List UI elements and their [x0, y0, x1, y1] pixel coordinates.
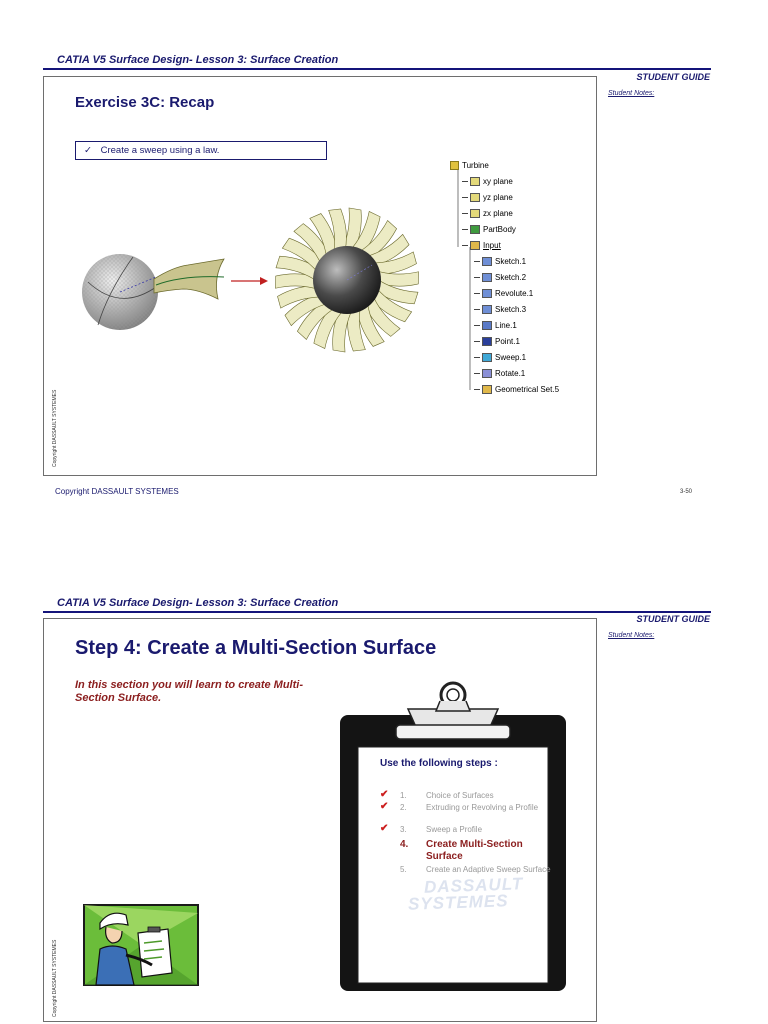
step-number: 1.	[400, 791, 407, 800]
checkmark-icon: ✔	[380, 801, 389, 812]
tree-item-rotate-1[interactable]	[474, 367, 525, 379]
slide1-title: Exercise 3C: Recap	[75, 94, 215, 111]
tree-node-icon	[470, 241, 480, 250]
slide2-student-notes: Student Notes:	[608, 632, 655, 639]
tree-item-sketch-3[interactable]	[474, 303, 526, 315]
tree-branch-line	[474, 357, 480, 358]
slide2-header-title: CATIA V5 Surface Design- Lesson 3: Surface Creation	[57, 597, 339, 609]
tree-branch-line	[474, 309, 480, 310]
tree-item-label: Sweep.1	[495, 352, 527, 362]
tree-branch-line	[474, 341, 480, 342]
tree-item-sketch-1[interactable]	[474, 255, 526, 267]
tree-item-yz-plane[interactable]	[462, 191, 513, 203]
slide1-header-rule	[43, 68, 711, 70]
tree-node-icon	[470, 209, 480, 218]
tree-node-icon	[482, 305, 492, 314]
checkmark-icon: ✔	[380, 823, 389, 834]
slide1-page-number: 3-50	[680, 489, 693, 495]
slide2-header-rule	[43, 611, 711, 613]
objective-text: Create a sweep using a law.	[100, 145, 220, 156]
tree-item-xy-plane[interactable]	[462, 175, 513, 187]
objective-box	[75, 141, 327, 160]
slide2-panel	[43, 618, 597, 1022]
slide2-student-guide: STUDENT GUIDE	[636, 614, 710, 624]
tree-node-icon	[470, 225, 480, 234]
step-text: Extruding or Revolving a Profile	[426, 803, 539, 812]
slide2-intro: In this section you will learn to create Multi-Section Surface.	[75, 679, 303, 704]
checkmark-icon: ✔	[380, 789, 389, 800]
tree-item-label: PartBody	[483, 224, 516, 234]
tree-node-icon	[482, 385, 492, 394]
slide2-vertical-copyright: Copyright DASSAULT SYSTEMES	[52, 939, 58, 1017]
slide1-vertical-copyright: Copyright DASSAULT SYSTEMES	[52, 389, 58, 467]
tree-branch-line	[474, 261, 480, 262]
watermark-dassault: DASSAULT	[423, 874, 524, 897]
tree-item-point-1[interactable]	[474, 335, 520, 347]
step-number: 5.	[400, 865, 407, 874]
tree-branch-line	[462, 229, 468, 230]
tree-node-icon	[470, 193, 480, 202]
tree-item-sketch-2[interactable]	[474, 271, 526, 283]
tree-item-label: Geometrical Set.5	[495, 384, 560, 394]
step-text: Choice of Surfaces	[426, 791, 494, 800]
tree-item-geometrical-set-5[interactable]	[474, 383, 559, 395]
slide1-header-title: CATIA V5 Surface Design- Lesson 3: Surface Creation	[57, 54, 339, 66]
tree-branch-line	[462, 197, 468, 198]
step-number: 3.	[400, 825, 407, 834]
turbine-illustration	[272, 205, 422, 355]
tree-node-icon	[482, 273, 492, 282]
engineer-clipart-icon	[82, 903, 200, 987]
tree-item-label: Point.1	[495, 336, 520, 346]
slide1-footer-copyright: Copyright DASSAULT SYSTEMES	[55, 487, 179, 496]
step-number: 2.	[400, 803, 407, 812]
tree-item-sweep-1[interactable]	[474, 351, 526, 363]
tree-node-icon	[482, 289, 492, 298]
objective-check-icon: ✓	[84, 145, 92, 156]
tree-item-label: Sketch.2	[495, 272, 527, 282]
tree-node-icon	[470, 177, 480, 186]
step-number: 4.	[400, 839, 409, 850]
steps-heading: Use the following steps :	[380, 758, 498, 769]
tree-branch-line	[474, 293, 480, 294]
tree-branch-line	[462, 181, 468, 182]
slide1-student-notes: Student Notes:	[608, 90, 655, 97]
slide2-title: Step 4: Create a Multi-Section Surface	[75, 637, 437, 659]
tree-item-label: xy plane	[483, 176, 513, 186]
slide1-student-guide: STUDENT GUIDE	[636, 72, 710, 82]
tree-node-icon	[482, 337, 492, 346]
step-text: Sweep a Profile	[426, 825, 483, 834]
step-text: Create Multi-Section Surface	[426, 839, 523, 862]
tree-item-line-1[interactable]	[474, 319, 517, 331]
tree-item-label: zx plane	[483, 208, 513, 218]
tree-branch-line	[474, 389, 480, 390]
red-arrow-icon	[230, 275, 270, 287]
tree-item-label: Sketch.3	[495, 304, 527, 314]
tree-node-icon	[482, 353, 492, 362]
watermark-systemes: SYSTEMES	[407, 891, 509, 914]
sphere-sweep-illustration	[78, 237, 228, 347]
tree-item-revolute-1[interactable]	[474, 287, 533, 299]
tree-item-label: Revolute.1	[495, 288, 534, 298]
tree-branch-line	[474, 277, 480, 278]
tree-node-icon	[482, 369, 492, 378]
tree-item-partbody[interactable]	[462, 223, 516, 235]
tree-root-turbine[interactable]: Turbine	[450, 159, 489, 171]
part-icon	[450, 161, 459, 170]
step-text: Create an Adaptive Sweep Surface	[426, 865, 551, 874]
tree-item-input[interactable]	[462, 239, 501, 251]
tree-item-zx-plane[interactable]	[462, 207, 513, 219]
tree-item-label: Line.1	[495, 320, 517, 330]
tree-item-label: yz plane	[483, 192, 513, 202]
tree-item-label: Sketch.1	[495, 256, 527, 266]
tree-item-label: Input	[483, 240, 501, 250]
slide1-panel	[43, 76, 597, 476]
steps-list	[380, 791, 560, 901]
tree-branch-line	[474, 325, 480, 326]
tree-node-icon	[482, 321, 492, 330]
tree-branch-line	[462, 213, 468, 214]
tree-node-icon	[482, 257, 492, 266]
specification-tree	[448, 157, 593, 397]
tree-branch-line	[462, 245, 468, 246]
tree-branch-line	[474, 373, 480, 374]
tree-item-label: Rotate.1	[495, 368, 526, 378]
